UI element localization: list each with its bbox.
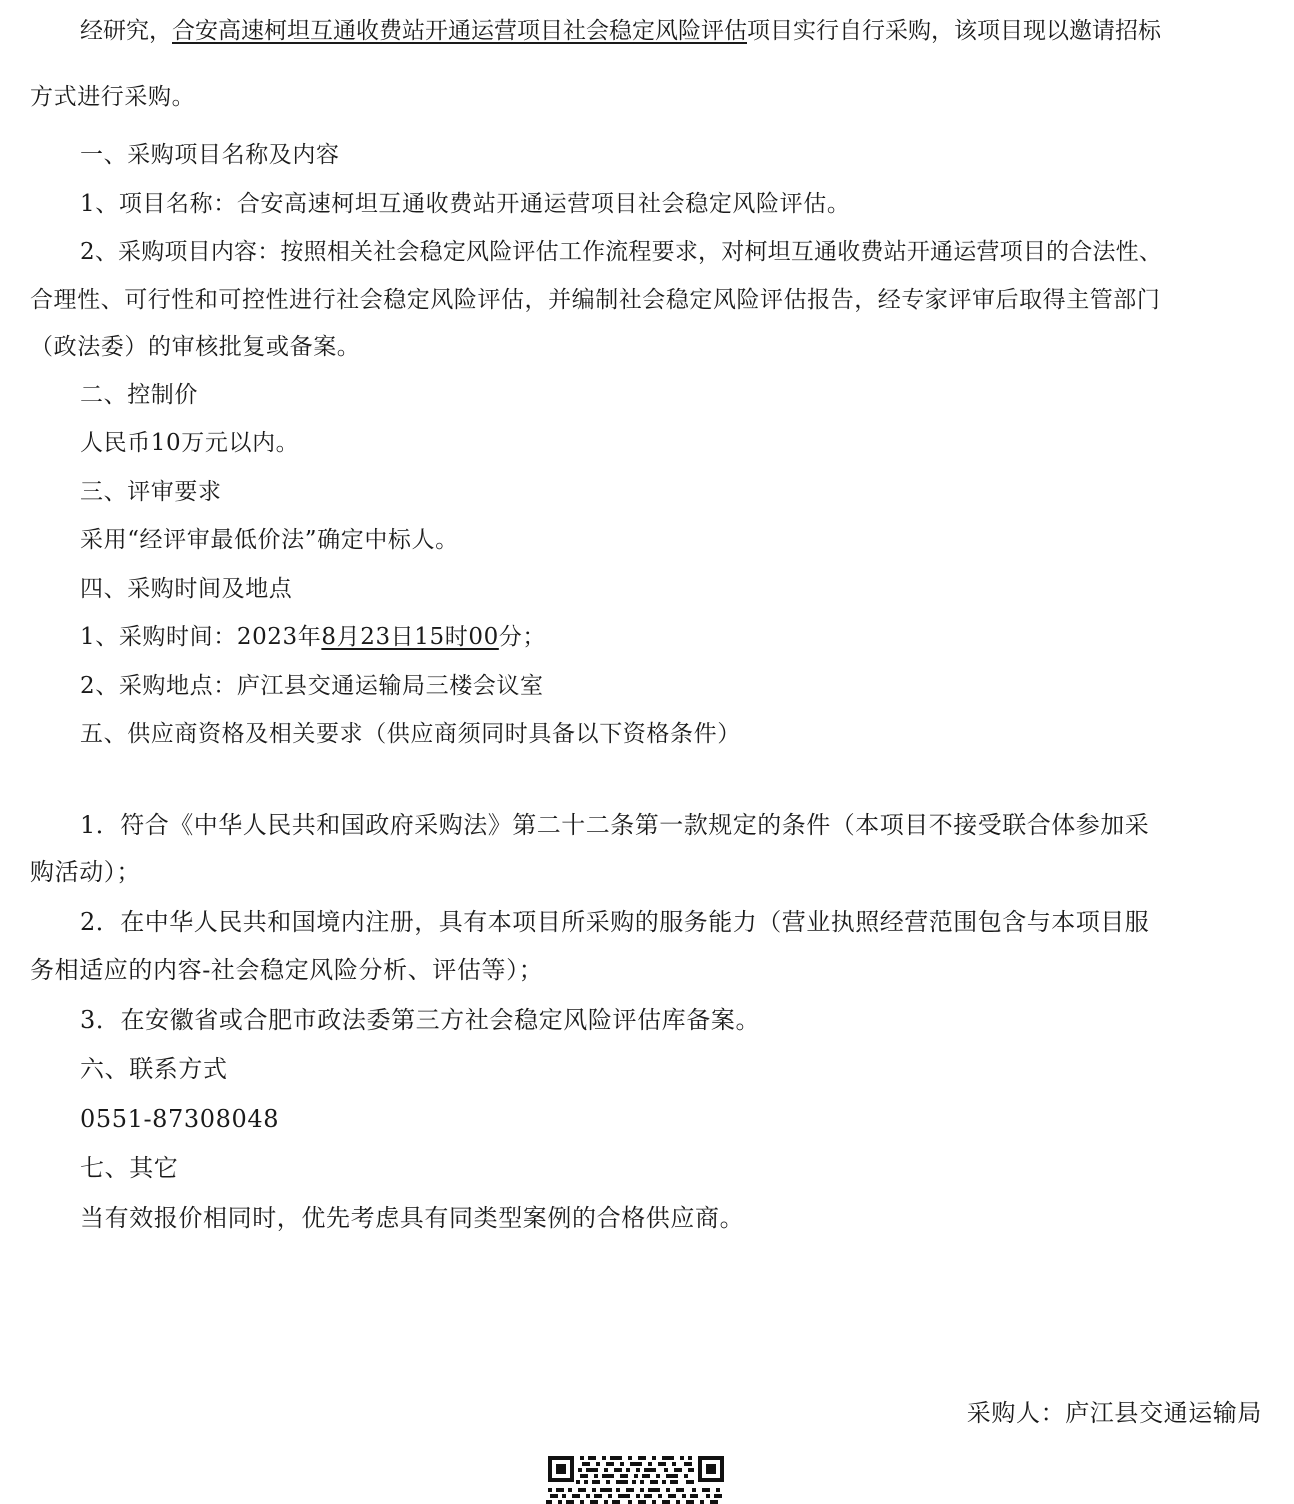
section-4-heading: 四、采购时间及地点 xyxy=(80,576,293,602)
section-5-item-1-line-1: 1．符合《中华人民共和国政府采购法》第二十二条第一款规定的条件（本项目不接受联合体参加采 xyxy=(80,811,1150,839)
section-5-item-1-line-2: 购活动）； xyxy=(30,858,141,886)
section-1-item-2-line-2: 合理性、可行性和可控性进行社会稳定风险评估，并编制社会稳定风险评估报告，经专家评审后取得主管部门 xyxy=(30,287,1161,313)
section-4-time xyxy=(80,622,546,652)
intro-line-2: 方式进行采购。 xyxy=(30,84,196,110)
intro-suffix: 项目实行自行采购，该项目现以邀请招标 xyxy=(747,18,1161,44)
time-prefix: 1、采购时间：2023年 xyxy=(80,624,322,650)
section-1-item-2-line-1: 2、采购项目内容：按照相关社会稳定风险评估工作流程要求，对柯坦互通收费站开通运营项目的合法性、 xyxy=(80,239,1163,265)
section-5-item-3: 3．在安徽省或合肥市政法委第三方社会稳定风险评估库备案。 xyxy=(80,1006,761,1034)
qr-code xyxy=(546,1452,726,1504)
time-suffix: 分； xyxy=(498,624,547,650)
section-4-place: 2、采购地点：庐江县交通运输局三楼会议室 xyxy=(80,673,544,699)
section-2-body: 人民币10万元以内。 xyxy=(80,430,300,456)
purchaser-signature: 采购人：庐江县交通运输局 xyxy=(966,1399,1262,1427)
intro-project-name: 合安高速柯坦互通收费站开通运营项目社会稳定风险评估 xyxy=(172,18,747,44)
intro-prefix: 经研究， xyxy=(80,18,172,44)
section-5-item-2-line-1: 2．在中华人民共和国境内注册，具有本项目所采购的服务能力（营业执照经营范围包含与本项目服 xyxy=(80,908,1150,936)
contact-phone: 0551-87308048 xyxy=(80,1105,280,1133)
time-date: 8月23日15时00 xyxy=(321,624,499,650)
section-1-item-2-line-3: （政法委）的审核批复或备案。 xyxy=(30,334,361,360)
section-1-heading: 一、采购项目名称及内容 xyxy=(80,142,340,168)
section-1-item-1: 1、项目名称：合安高速柯坦互通收费站开通运营项目社会稳定风险评估。 xyxy=(80,191,851,217)
section-3-heading: 三、评审要求 xyxy=(80,479,222,505)
section-3-body: 采用“经评审最低价法”确定中标人。 xyxy=(80,527,459,553)
section-5-item-2-line-2: 务相适应的内容-社会稳定风险分析、评估等）； xyxy=(30,956,544,984)
section-7-body: 当有效报价相同时，优先考虑具有同类型案例的合格供应商。 xyxy=(80,1204,745,1232)
qr-code-graphic xyxy=(546,1452,726,1504)
section-7-heading: 七、其它 xyxy=(80,1154,179,1182)
section-6-heading: 六、联系方式 xyxy=(80,1055,228,1083)
intro-line-1 xyxy=(30,16,1264,46)
section-5-heading: 五、供应商资格及相关要求（供应商须同时具备以下资格条件） xyxy=(80,721,741,747)
section-2-heading: 二、控制价 xyxy=(80,382,198,408)
